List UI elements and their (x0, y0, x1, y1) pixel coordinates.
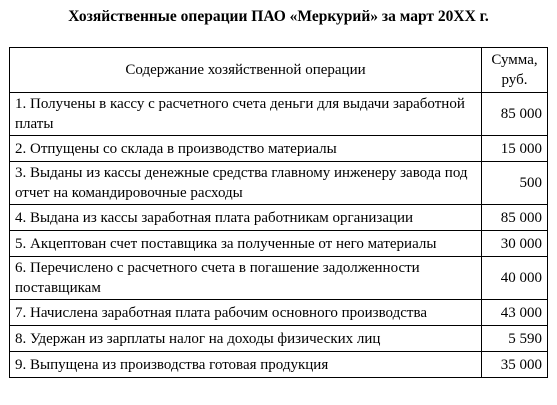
operation-amount: 5 590 (482, 326, 548, 352)
page-title: Хозяйственные операции ПАО «Меркурий» за март 20XX г. (68, 8, 489, 25)
operation-description: 9. Выпущена из производства готовая продукция (10, 352, 482, 378)
table-row (10, 257, 548, 300)
operation-description: 8. Удержан из зарплаты налог на доходы физических лиц (10, 326, 482, 352)
table-row (10, 326, 548, 352)
operation-description: 4. Выдана из кассы заработная плата работникам организации (10, 205, 482, 231)
operation-description: 5. Акцептован счет поставщика за полученные от него материалы (10, 231, 482, 257)
table-row (10, 162, 548, 205)
operation-description: 7. Начислена заработная плата рабочим основного производства (10, 300, 482, 326)
operation-amount: 15 000 (482, 136, 548, 162)
operation-amount: 40 000 (482, 257, 548, 300)
table-row (10, 136, 548, 162)
operation-amount: 30 000 (482, 231, 548, 257)
operation-description: 2. Отпущены со склада в производство материалы (10, 136, 482, 162)
operation-amount: 500 (482, 162, 548, 205)
table-row (10, 93, 548, 136)
header-amount: Сумма, руб. (482, 48, 548, 93)
table-row (10, 205, 548, 231)
header-description: Содержание хозяйственной операции (10, 48, 482, 93)
operation-amount: 85 000 (482, 93, 548, 136)
table-row (10, 231, 548, 257)
operation-amount: 85 000 (482, 205, 548, 231)
table-header-row (10, 48, 548, 93)
table-row (10, 300, 548, 326)
operation-description: 3. Выданы из кассы денежные средства главному инженеру завода под отчет на командировочные расходы (10, 162, 482, 205)
operation-amount: 43 000 (482, 300, 548, 326)
table-row (10, 352, 548, 378)
operations-table (9, 47, 548, 378)
operation-description: 1. Получены в кассу с расчетного счета деньги для выдачи заработной платы (10, 93, 482, 136)
operation-description: 6. Перечислено с расчетного счета в погашение задолженности поставщикам (10, 257, 482, 300)
operation-amount: 35 000 (482, 352, 548, 378)
